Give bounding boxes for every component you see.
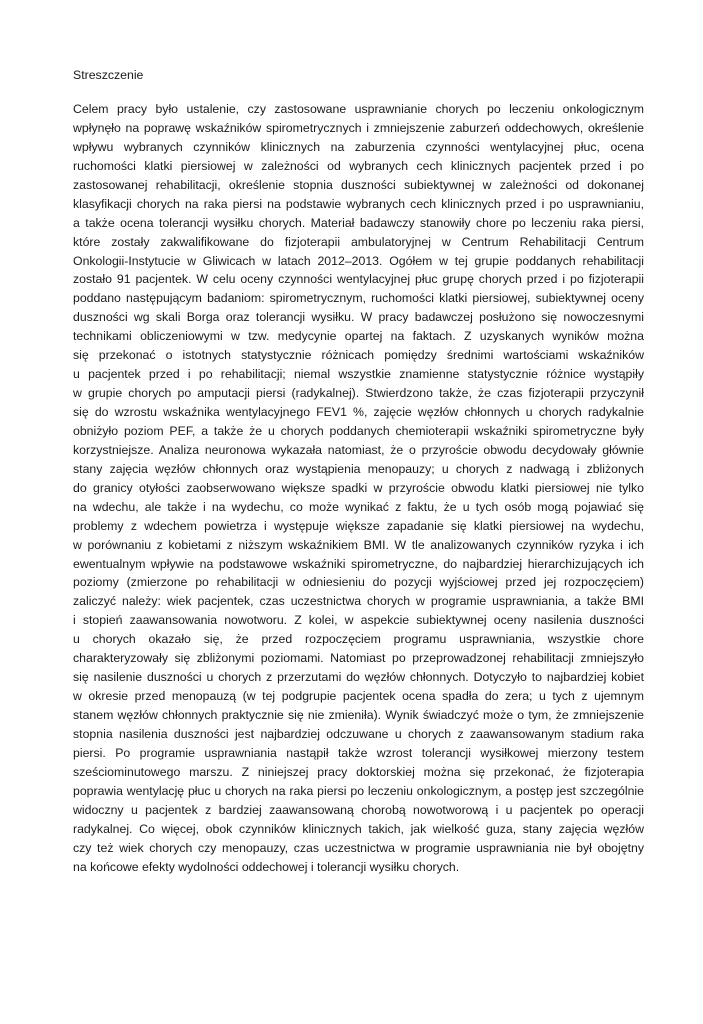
abstract-line: korzystniejsze. Analiza neuronowa wykazała natomiast, że o przyroście obwodu decydowały głównie: [73, 442, 644, 457]
abstract-line: poziomy (zmierzone po rehabilitacji w odniesieniu do pozycji wyjściowej przed jej rozpoczęciem): [73, 575, 644, 590]
abstract-line: się nasilenie duszności u chorych z przerzutami do węzłów chłonnych. Dotyczyło to najbardziej kobiet: [73, 670, 644, 685]
abstract-line: u chorych okazało się, że przed rozpoczęciem programu usprawniania, wszystkie chore: [73, 632, 644, 647]
abstract-line: duszności wg skali Borga oraz tolerancji wysiłku. W pracy badawczej posłużono się nowoczesnymi: [73, 310, 644, 325]
abstract-line: obniżyło poziom PEF, a także że u chorych poddanych chemioterapii wskaźniki spirometryczne były: [73, 423, 644, 438]
abstract-line: do granicy otyłości zaobserwowano większe spadki w przyroście obwodu klatki piersiowej nie tylko: [73, 480, 644, 495]
abstract-line: u pacjentek przed i po rehabilitacji; niemal wszystkie znamienne statystycznie różnice wystąpiły: [73, 367, 644, 382]
abstract-line: klasyfikacji chorych na raka piersi na podstawie wybranych cech klinicznych przed i po usprawnianiu,: [73, 196, 644, 211]
abstract-line: poprawia wentylację płuc u chorych na raka piersi po leczeniu onkologicznym, a postęp jest szczególnie: [73, 783, 644, 798]
abstract-line: stopnia nasilenia duszności jest najbardziej odczuwane u chorych z zaawansowanym stadium raka: [73, 726, 644, 741]
section-heading: Streszczenie: [73, 68, 144, 82]
abstract-line: się przekonać o istotnych statystycznie różnicach pomiędzy średnimi wartościami wskaźników: [73, 348, 644, 363]
abstract-line: radykalnej. Co więcej, obok czynników klinicznych takich, jak wielkość guza, stany zajęcia węzłów: [73, 821, 644, 836]
abstract-line: na wdechu, ale także i na wydechu, co może wynikać z faktu, że u tych osób mogą pojawiać się: [73, 499, 644, 514]
abstract-line: sześciominutowego marszu. Z niniejszej pracy doktorskiej można się przekonać, że fizjoterapia: [73, 764, 644, 779]
abstract-line: charakteryzowały się zbliżonymi poziomami. Natomiast po przeprowadzonej rehabilitacji zmniejszyło: [73, 651, 644, 666]
abstract-line: widoczny u pacjentek z bardziej zaawansowaną chorobą nowotworową i u pacjentek po operacji: [73, 802, 644, 817]
abstract-line: Celem pracy było ustalenie, czy zastosowane usprawnianie chorych po leczeniu onkologicznym: [73, 102, 644, 116]
abstract-line: które zostały zakwalifikowane do fizjoterapii ambulatoryjnej w Centrum Rehabilitacji Centrum: [73, 234, 644, 249]
abstract-line: zostało 91 pacjentek. W celu oceny czynności wentylacyjnej płuc grupę chorych przed i po fizjoterapii: [73, 272, 644, 287]
abstract-line: zastosowanej rehabilitacji, określenie stopnia duszności subiektywnej w zależności od dokonanej: [73, 177, 644, 192]
abstract-paragraph: [73, 100, 644, 876]
abstract-line: w okresie przed menopauzą (w tej podgrupie pacjentek ocena spadła do zera; u tych z ujemnym: [73, 689, 644, 704]
abstract-line: wpływu wybranych czynników klinicznych na zaburzenia czynności wentylacyjnej płuc, ocena: [73, 139, 644, 154]
abstract-line: wpłynęło na poprawę wskaźników spirometrycznych i zmniejszenie zaburzeń oddechowych, określenie: [73, 120, 644, 135]
abstract-line: problemy z wdechem powietrza i występuje większe zapadanie się klatki piersiowej na wydechu,: [73, 518, 644, 533]
abstract-line: stanem węzłów chłonnych praktycznie się nie zmieniła). Wynik świadczyć może o tym, że zmniejszenie: [73, 708, 644, 722]
abstract-line: w grupie chorych po amputacji piersi (radykalnej). Stwierdzono także, że czas fizjoterapii przyczynił: [73, 386, 644, 401]
abstract-line: czy też wiek chorych czy menopauzy, czas uczestnictwa w programie usprawniania nie był obojętny: [73, 840, 644, 855]
abstract-line: piersi. Po programie usprawniania nastąpił także wzrost tolerancji wysiłkowej mierzony testem: [73, 745, 644, 760]
document-body: [73, 66, 644, 876]
abstract-line: poddano następującym badaniom: spirometrycznym, ruchomości klatki piersiowej, subiektywnej oceny: [73, 291, 644, 306]
abstract-line: ruchomości klatki piersiowej w zależności od wybranych cech klinicznych pacjentek przed i po: [73, 158, 644, 173]
abstract-line: w porównaniu z kobietami z niższym wskaźnikiem BMI. W tle analizowanych czynników ryzyka i ich: [73, 537, 644, 552]
abstract-line: stany zajęcia węzłów chłonnych oraz wystąpienia menopauzy; u chorych z nadwagą i zbliżonych: [73, 461, 644, 476]
abstract-line: się do wzrostu wskaźnika wentylacyjnego FEV1 %, zajęcie węzłów chłonnych u chorych radykalnie: [73, 405, 644, 419]
abstract-line: Onkologii-Instytucie w Gliwicach w latach 2012–2013. Ogółem w tej grupie poddanych rehabilitacji: [73, 253, 644, 268]
abstract-line: a także ocena tolerancji wysiłku chorych. Materiał badawczy stanowiły chore po leczeniu raka piersi,: [73, 215, 644, 230]
abstract-line: i stopień zaawansowania nowotworu. Z kolei, w aspekcie subiektywnej oceny nasilenia duszności: [73, 613, 644, 628]
abstract-line: na końcowe efekty wydolności oddechowej i tolerancji wysiłku chorych.: [73, 859, 460, 874]
abstract-line: zaliczyć należy: wiek pacjentek, czas uczestnictwa chorych w programie usprawniania, a także BMI: [73, 594, 644, 609]
abstract-line: ewentualnym wpływie na podstawowe wskaźniki spirometryczne, do najbardziej hierarchizujących ich: [73, 556, 644, 571]
abstract-line: technikami obliczeniowymi w tzw. medycynie opartej na faktach. Z uzyskanych wyników można: [73, 329, 644, 344]
